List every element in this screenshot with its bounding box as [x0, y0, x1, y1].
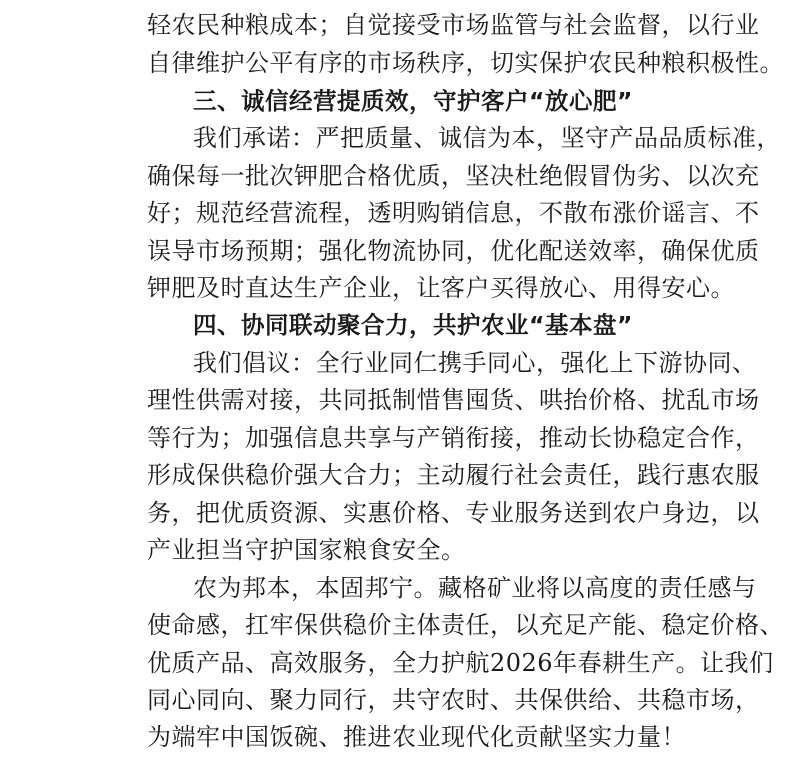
paragraph-line: 钾肥及时直达生产企业，让客户买得放心、用得安心。 [147, 274, 735, 302]
paragraph-line: 轻农民种粮成本；自觉接受市场监管与社会监督，以行业 [147, 11, 760, 39]
paragraph-line: 使命感，扛牢保供稳价主体责任，以充足产能、稳定价格、 [147, 611, 784, 639]
paragraph-line: 确保每一批次钾肥合格优质，坚决杜绝假冒伪劣、以次充 [147, 162, 760, 190]
paragraph-line: 等行为；加强信息共享与产销衔接，推动长协稳定合作， [147, 424, 760, 452]
paragraph-line: 优质产品、高效服务，全力护航2026年春耕生产。让我们 [147, 649, 774, 677]
paragraph-line: 好；规范经营流程，透明购销信息，不散布涨价谣言、不 [147, 199, 760, 227]
paragraph-line: 务，把优质资源、实惠价格、专业服务送到农户身边，以 [147, 499, 760, 527]
paragraph-line: 为端牢中国饭碗、推进农业现代化贡献坚实力量！ [147, 723, 686, 751]
section-heading-4: 四、协同联动聚合力，共护农业“基本盘” [193, 311, 633, 339]
paragraph-line: 形成保供稳价强大合力；主动履行社会责任，践行惠农服 [147, 461, 760, 489]
paragraph-line: 理性供需对接，共同抵制惜售囤货、哄抬价格、扰乱市场 [147, 386, 760, 414]
paragraph-line: 产业担当守护国家粮食安全。 [147, 536, 466, 564]
paragraph-line: 同心同向、聚力同行，共守农时、共保供给、共稳市场， [147, 686, 760, 714]
paragraph-line: 误导市场预期；强化物流协同，优化配送效率，确保优质 [147, 237, 760, 265]
paragraph-line: 我们倡议：全行业同仁携手同心，强化上下游协同、 [193, 349, 757, 377]
section-heading-3: 三、诚信经营提质效，守护客户“放心肥” [193, 87, 633, 115]
paragraph-line: 我们承诺：严把质量、诚信为本，坚守产品品质标准， [193, 124, 781, 152]
paragraph-line: 自律维护公平有序的市场秩序，切实保护农民种粮积极性。 [147, 49, 784, 77]
paragraph-line: 农为邦本，本固邦宁。藏格矿业将以高度的责任感与 [193, 574, 757, 602]
